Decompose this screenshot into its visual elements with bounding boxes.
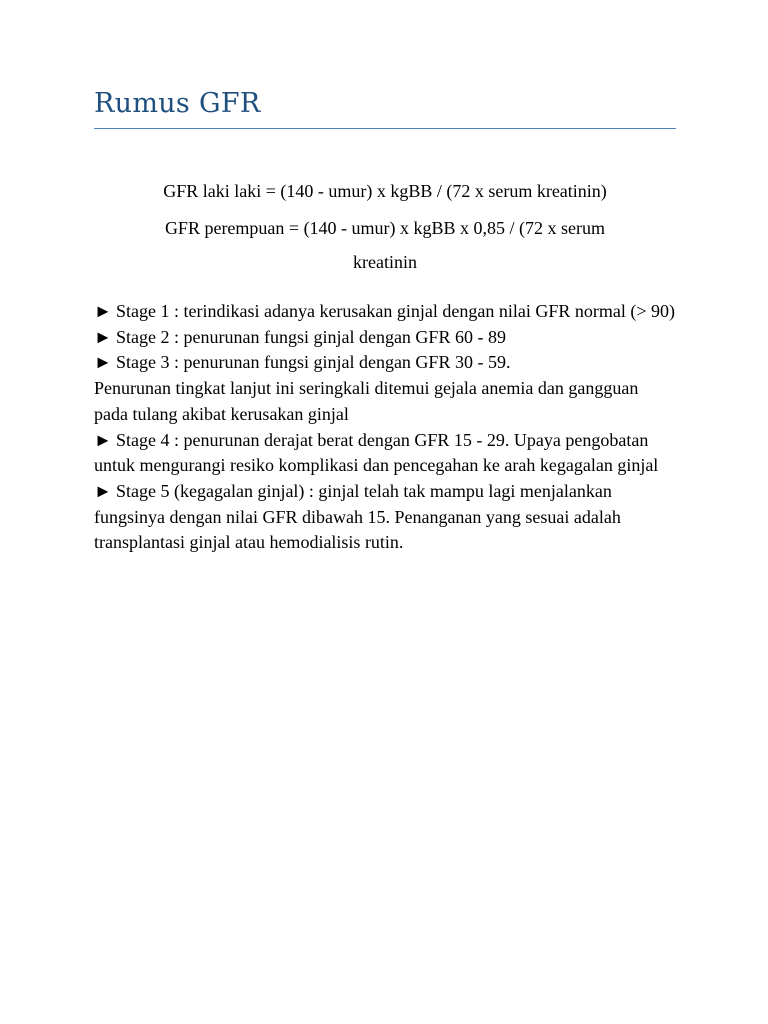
stage-item-4 <box>94 428 676 479</box>
arrow-bullet-icon: ► <box>94 301 112 321</box>
title-underline <box>94 128 676 129</box>
stage-list <box>94 299 676 556</box>
stage-5-text: Stage 5 (kegagalan ginjal) : ginjal telah tak mampu lagi menjalankan fungsinya dengan nilai GFR dibawah 15. Penanganan yang sesuai adalah transplantasi ginjal atau hemodialisis rutin. <box>94 480 621 553</box>
arrow-bullet-icon: ► <box>94 352 112 373</box>
stage-2-text: Stage 2 : penurunan fungsi ginjal dengan GFR 60 - 89 <box>116 326 506 347</box>
stage-item-3 <box>94 350 676 427</box>
arrow-bullet-icon: ► <box>94 480 112 501</box>
page-title: Rumus GFR <box>94 88 261 119</box>
formula-female-continuation: kreatinin <box>353 252 417 272</box>
arrow-bullet-icon: ► <box>94 326 112 347</box>
stage-item-2 <box>94 325 676 351</box>
stage-3-continuation: Penurunan tingkat lanjut ini seringkali ditemui gejala anemia dan gangguan pada tulang akibat kerusakan ginjal <box>94 378 639 424</box>
stage-item-5 <box>94 479 676 556</box>
stage-1-text: Stage 1 : terindikasi adanya kerusakan ginjal dengan nilai GFR normal (> 90) <box>116 301 676 321</box>
formula-male: GFR laki laki = (140 - umur) x kgBB / (72 x serum kreatinin) <box>163 181 607 201</box>
arrow-bullet-icon: ► <box>94 429 112 450</box>
formula-female: GFR perempuan = (140 - umur) x kgBB x 0,85 / (72 x serum <box>164 218 606 238</box>
stage-4-text: Stage 4 : penurunan derajat berat dengan GFR 15 - 29. Upaya pengobatan untuk mengurangi resiko komplikasi dan pencegahan ke arah kegagalan ginjal <box>94 429 659 476</box>
stage-item-1 <box>94 299 676 325</box>
stage-3-text: Stage 3 : penurunan fungsi ginjal dengan GFR 30 - 59. <box>116 352 511 373</box>
